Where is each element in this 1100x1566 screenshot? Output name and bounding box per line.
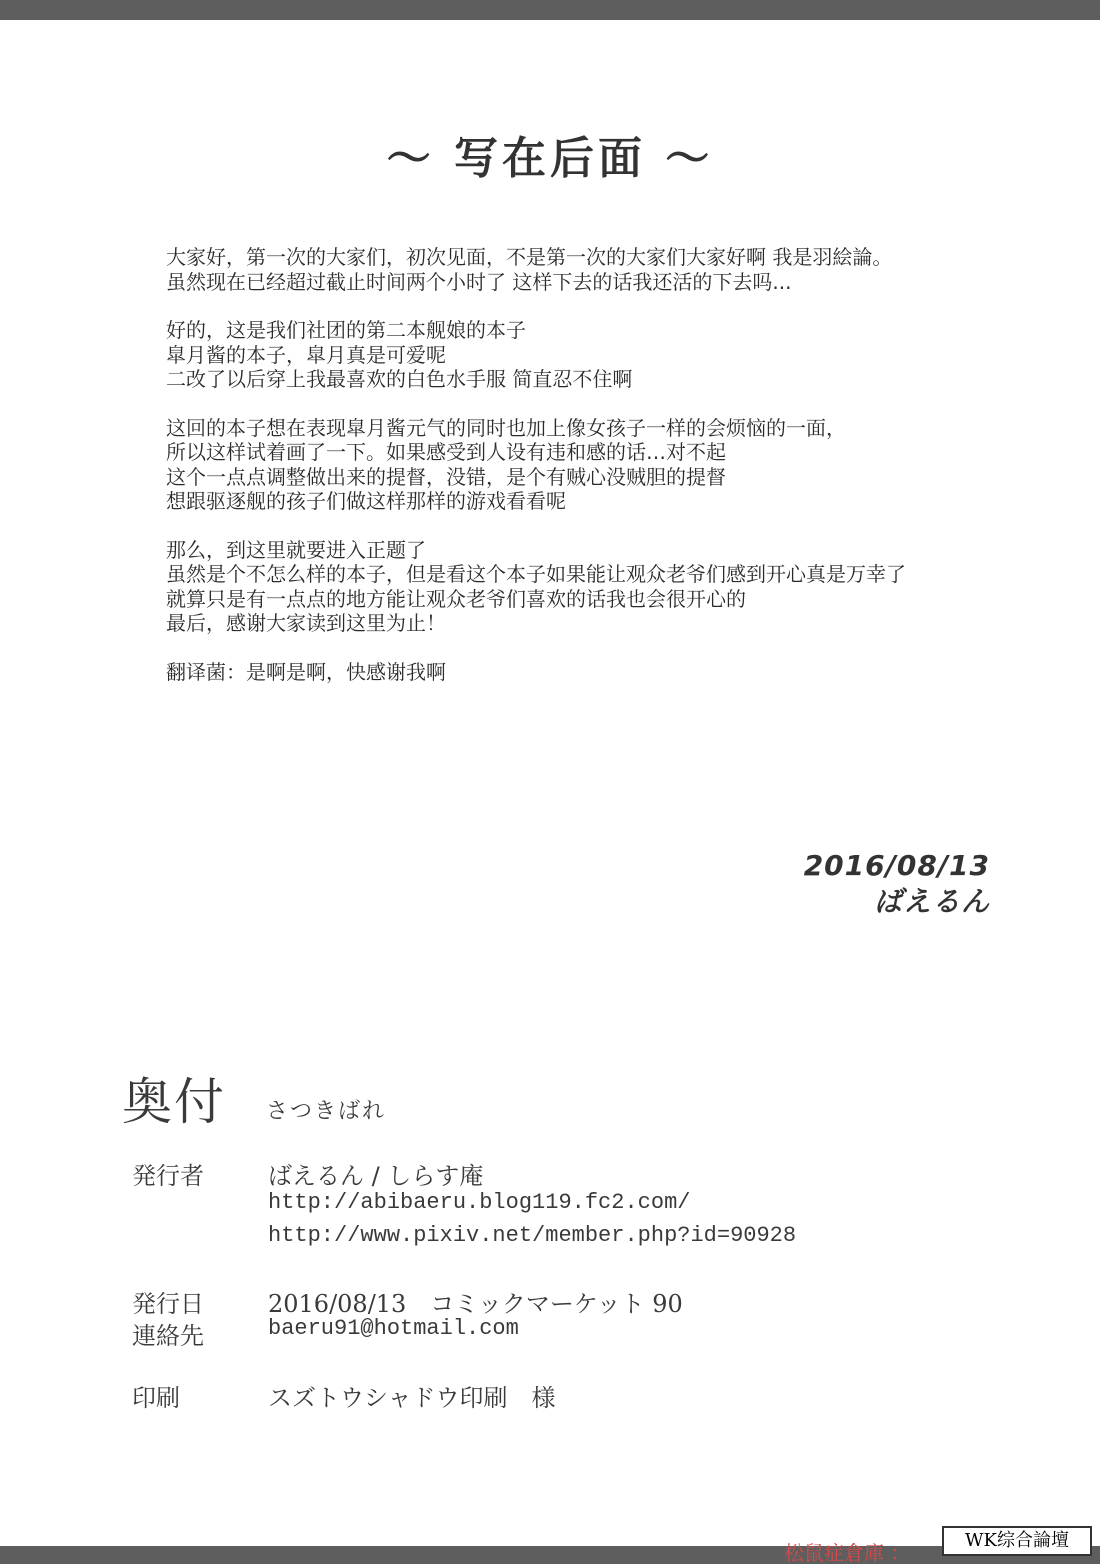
afterword-line: 最后，感谢大家读到这里为止！ [166, 611, 446, 635]
afterword-line: 翻译菌：是啊是啊，快感谢我啊 [166, 659, 446, 684]
publisher-url-blog: http://abibaeru.blog119.fc2.com/ [268, 1190, 691, 1215]
signature-author: ばえるん [873, 885, 990, 918]
colophon-heading: 奥付 [122, 1073, 226, 1131]
colophon-subtitle: さつきばれ [266, 1099, 387, 1124]
afterword-line: 那么，到这里就要进入正题了 [166, 537, 426, 562]
issue-date-label: 発行日 [132, 1290, 204, 1318]
afterword-line: 大家好，第一次的大家们，初次见面，不是第一次的大家们大家好啊 我是羽絵論。 [166, 245, 893, 269]
contact-value: baeru91@hotmail.com [268, 1316, 519, 1341]
afterword-paragraph [166, 660, 1026, 685]
afterword-line: 虽然是个不怎么样的本子，但是看这个本子如果能让观众老爷们感到开心真是万幸了 [166, 562, 906, 586]
bottom-scan-band [0, 1546, 1100, 1564]
afterword-line: 皐月酱的本子，皐月真是可爱呢 [166, 342, 446, 367]
afterword-line: 二改了以后穿上我最喜欢的白色水手服 简直忍不住啊 [166, 367, 633, 391]
top-scan-band [0, 0, 1100, 20]
afterword-paragraph [166, 538, 1026, 636]
afterword-paragraph [166, 318, 1026, 392]
signature-date: 2016/08/13 [803, 849, 990, 882]
page-title: ～ 写在后面 ～ [386, 133, 714, 184]
publisher-value: ばえるん / しらす庵 [268, 1162, 484, 1190]
afterword-line: 虽然现在已经超过截止时间两个小时了 这样下去的话我还活的下去吗... [166, 269, 792, 294]
signature [804, 848, 990, 920]
afterword-line: 就算只是有一点点的地方能让观众老爷们喜欢的话我也会很开心的 [166, 586, 746, 611]
afterword-line: 所以这样试着画了一下。如果感受到人设有违和感的话…对不起 [166, 440, 726, 464]
contact-label: 連絡先 [132, 1322, 204, 1350]
afterword-line: 这回的本子想在表现皐月酱元气的同时也加上像女孩子一样的会烦恼的一面， [166, 415, 846, 440]
afterword-paragraph [166, 245, 1026, 294]
afterword-line: 这个一点点调整做出来的提督，没错，是个有贼心没贼胆的提督 [166, 464, 726, 489]
publisher-label: 発行者 [132, 1162, 204, 1190]
publisher-url-pixiv: http://www.pixiv.net/member.php?id=90928 [268, 1223, 797, 1248]
watermark-text: 松鼠症倉庫 ： [784, 1541, 911, 1565]
afterword-paragraph [166, 416, 1026, 514]
issue-date-value: 2016/08/13 コミックマーケット 90 [268, 1290, 683, 1318]
printer-value: スズトウシャドウ印刷 様 [268, 1384, 556, 1412]
afterword-line: 好的，这是我们社团的第二本舰娘的本子 [166, 318, 526, 342]
watermark-badge: WK综合論壇 [942, 1526, 1092, 1556]
afterword-text [166, 245, 1026, 708]
printer-label: 印刷 [132, 1384, 180, 1412]
afterword-line: 想跟驱逐舰的孩子们做这样那样的游戏看看呢 [166, 489, 566, 513]
